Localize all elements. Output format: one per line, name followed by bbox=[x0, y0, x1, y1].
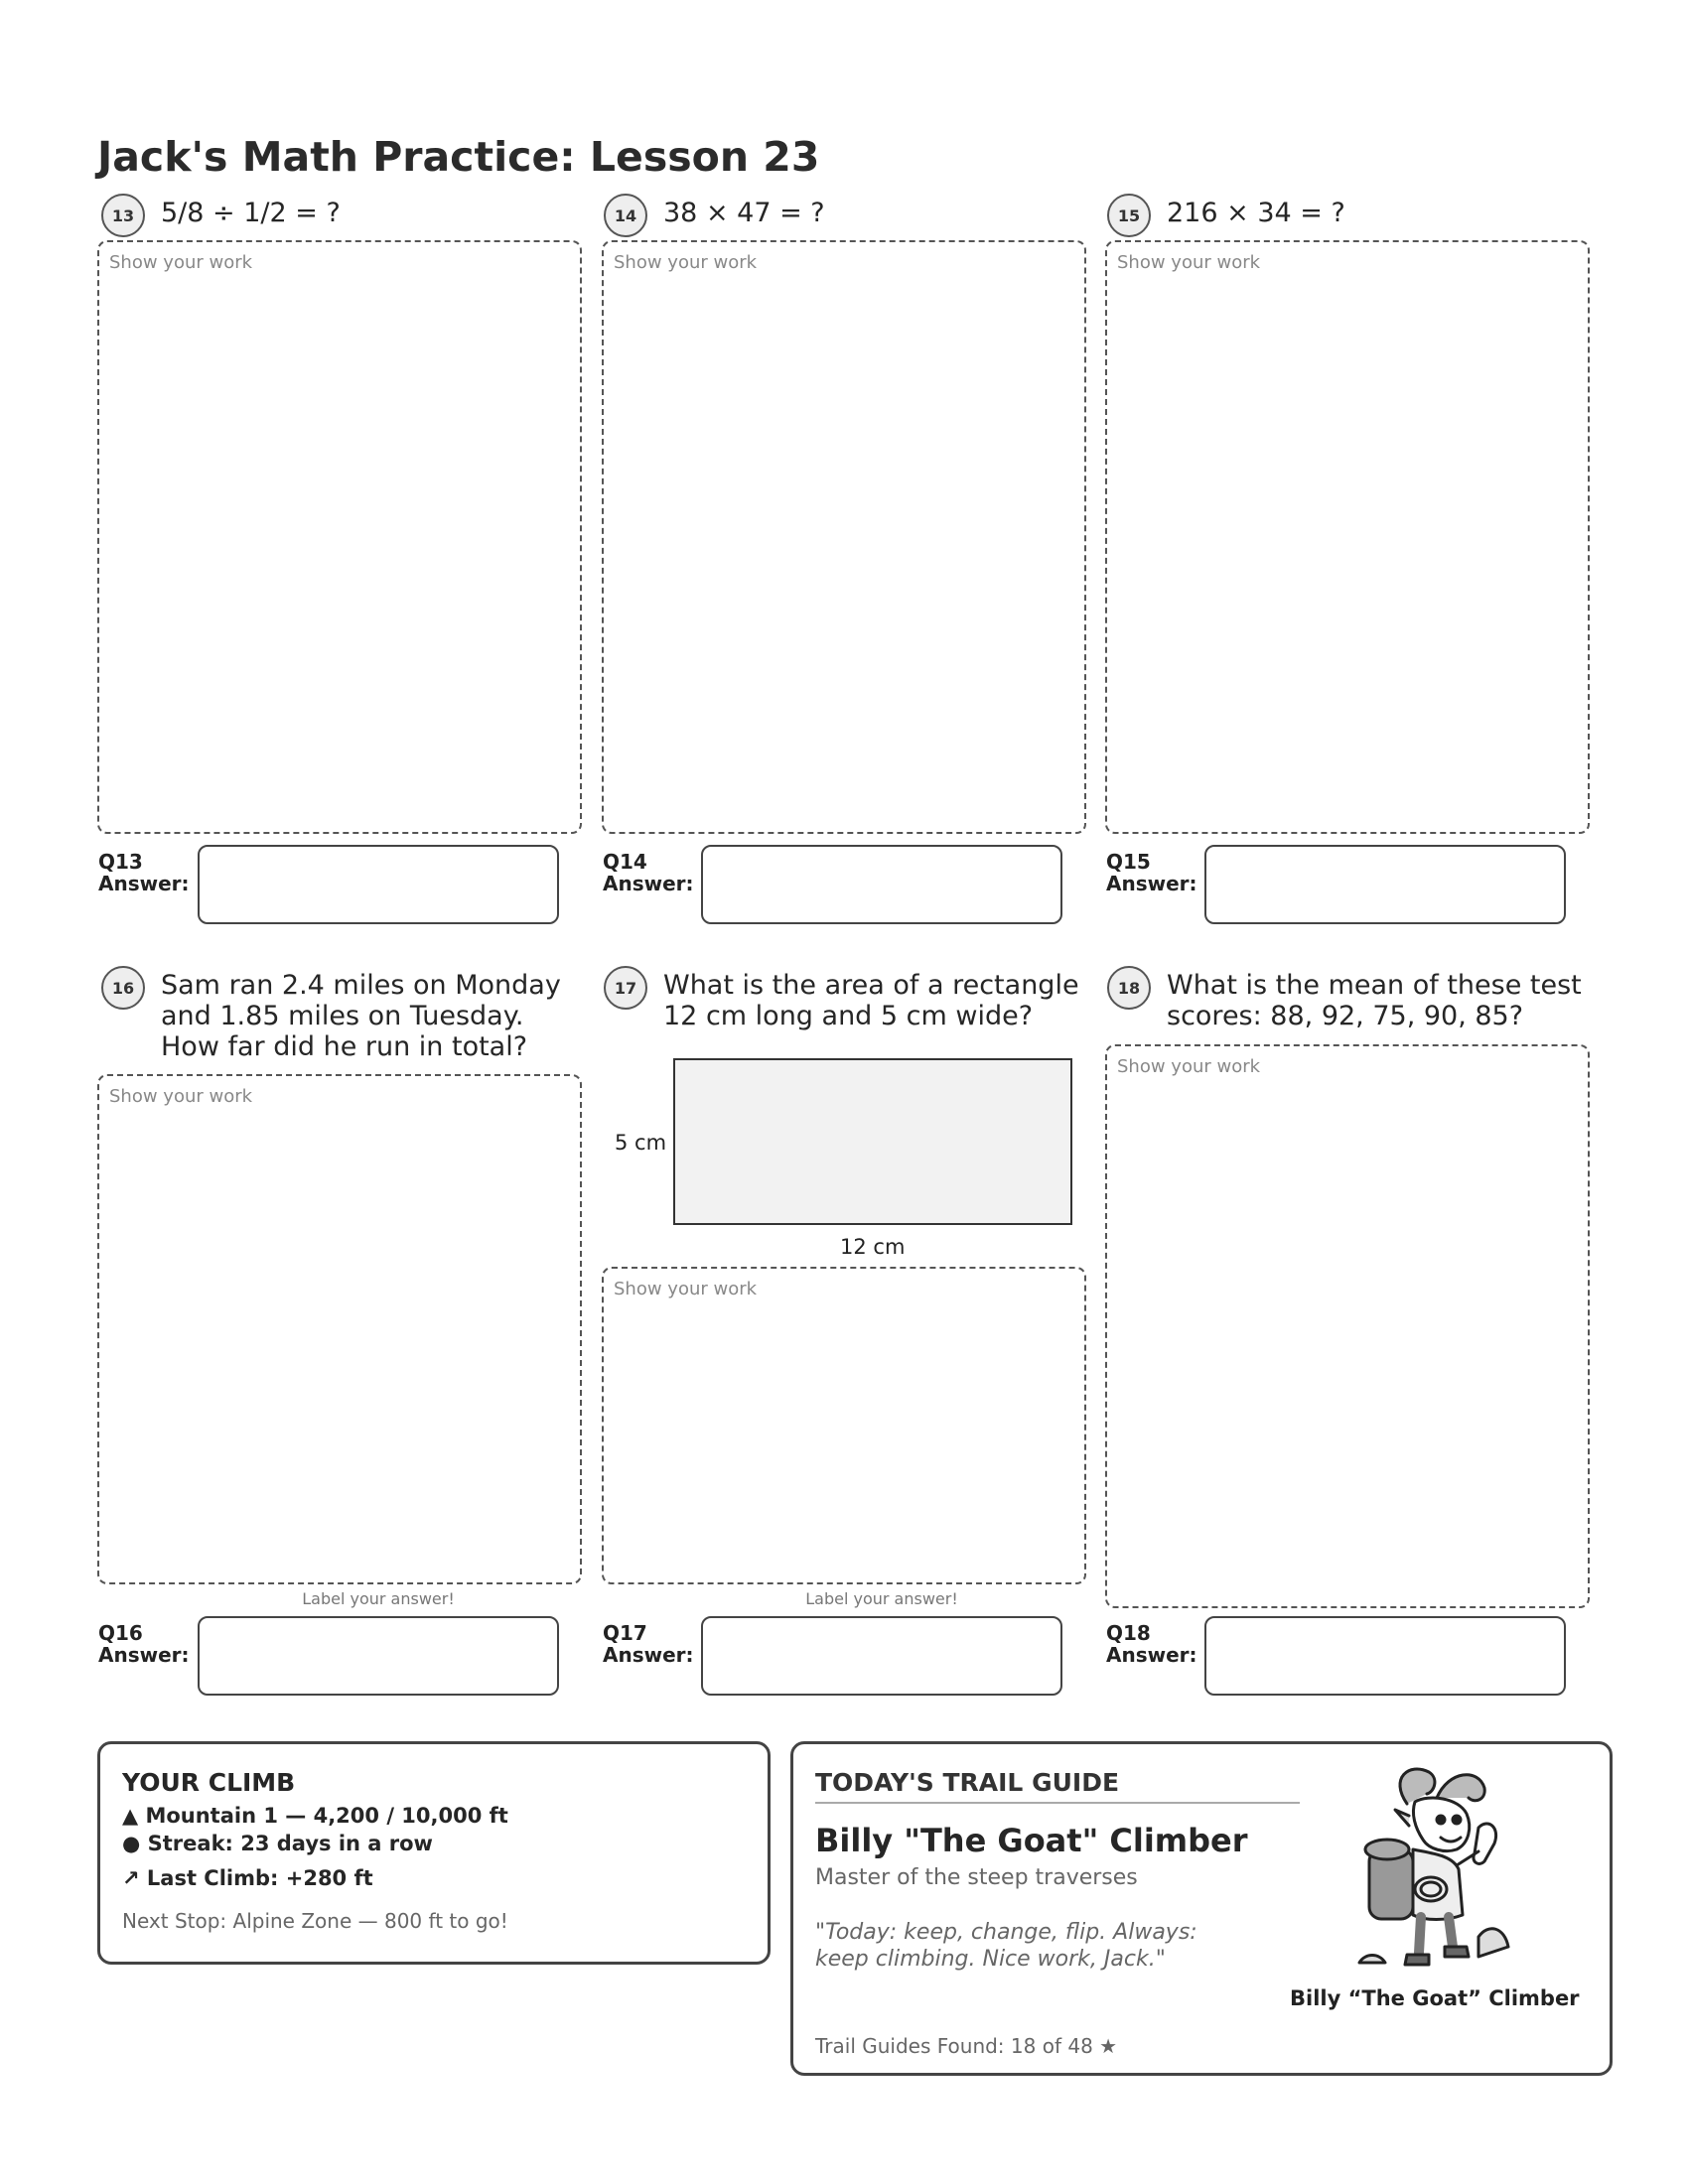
question-number-badge: 18 bbox=[1107, 966, 1151, 1010]
answer-label-text: Answer: bbox=[603, 872, 694, 895]
q15-work-area[interactable] bbox=[1105, 240, 1590, 834]
goat-caption: Billy “The Goat” Climber bbox=[1290, 1986, 1580, 2010]
answer-label-text: Answer: bbox=[98, 872, 190, 895]
q14-work-area[interactable] bbox=[602, 240, 1086, 834]
answer-label-qnum: Q16 bbox=[98, 1621, 143, 1645]
q18-answer-box[interactable] bbox=[1204, 1616, 1566, 1696]
q13-work-area[interactable] bbox=[97, 240, 582, 834]
question-16-text: Sam ran 2.4 miles on Monday and 1.85 miles on Tuesday. How far did he run in total? bbox=[161, 970, 561, 1062]
guide-found-count: Trail Guides Found: 18 of 48 ★ bbox=[815, 2034, 1118, 2058]
label-answer-hint: Label your answer! bbox=[805, 1589, 958, 1608]
q16-answer-label bbox=[98, 1622, 190, 1666]
q15-answer-label bbox=[1106, 851, 1197, 894]
answer-label-qnum: Q14 bbox=[603, 850, 647, 874]
answer-label-qnum: Q15 bbox=[1106, 850, 1151, 874]
q16-answer-box[interactable] bbox=[198, 1616, 559, 1696]
answer-label-text: Answer: bbox=[1106, 872, 1197, 895]
goat-climber-illustration bbox=[1330, 1758, 1518, 1982]
climb-next-stop: Next Stop: Alpine Zone — 800 ft to go! bbox=[122, 1909, 508, 1933]
question-13-text: 5/8 ÷ 1/2 = ? bbox=[161, 198, 341, 228]
q14-answer-box[interactable] bbox=[701, 845, 1062, 924]
answer-label-text: Answer: bbox=[603, 1643, 694, 1667]
question-14-text: 38 × 47 = ? bbox=[663, 198, 825, 228]
q17-answer-label bbox=[603, 1622, 694, 1666]
work-hint: Show your work bbox=[614, 1279, 758, 1299]
question-13-header bbox=[101, 194, 568, 237]
q17-work-area[interactable] bbox=[602, 1267, 1086, 1584]
q15-answer-box[interactable] bbox=[1204, 845, 1566, 924]
rectangle-width-label: 12 cm bbox=[840, 1235, 906, 1259]
question-number-badge: 15 bbox=[1107, 194, 1151, 237]
guide-title: TODAY'S TRAIL GUIDE bbox=[815, 1768, 1120, 1797]
climb-last-climb: ↗ Last Climb: +280 ft bbox=[122, 1866, 373, 1890]
q13-answer-box[interactable] bbox=[198, 845, 559, 924]
answer-label-qnum: Q13 bbox=[98, 850, 143, 874]
answer-label-qnum: Q17 bbox=[603, 1621, 647, 1645]
q17-answer-box[interactable] bbox=[701, 1616, 1062, 1696]
q14-answer-label bbox=[603, 851, 694, 894]
worksheet-title: Jack's Math Practice: Lesson 23 bbox=[97, 133, 820, 181]
guide-name: Billy "The Goat" Climber bbox=[815, 1822, 1248, 1859]
q18-answer-label bbox=[1106, 1622, 1197, 1666]
work-hint: Show your work bbox=[614, 252, 758, 273]
question-18-header bbox=[1107, 966, 1584, 1031]
question-15-text: 216 × 34 = ? bbox=[1167, 198, 1345, 228]
q18-work-area[interactable] bbox=[1105, 1044, 1590, 1608]
your-climb-panel bbox=[97, 1741, 771, 1965]
question-18-text: What is the mean of these test scores: 88, 92, 75, 90, 85? bbox=[1167, 970, 1582, 1031]
climb-streak: ● Streak: 23 days in a row bbox=[122, 1832, 433, 1855]
work-hint: Show your work bbox=[1117, 252, 1261, 273]
question-16-header bbox=[101, 966, 578, 1062]
guide-quote: "Today: keep, change, flip. Always: keep climbing. Nice work, Jack." bbox=[815, 1920, 1197, 1972]
label-answer-hint: Label your answer! bbox=[302, 1589, 455, 1608]
question-14-header bbox=[604, 194, 1070, 237]
guide-divider bbox=[815, 1802, 1300, 1804]
answer-label-qnum: Q18 bbox=[1106, 1621, 1151, 1645]
q13-answer-label bbox=[98, 851, 190, 894]
answer-label-text: Answer: bbox=[98, 1643, 190, 1667]
question-number-badge: 17 bbox=[604, 966, 647, 1010]
work-hint: Show your work bbox=[109, 1086, 253, 1107]
work-hint: Show your work bbox=[109, 252, 253, 273]
question-15-header bbox=[1107, 194, 1574, 237]
question-number-badge: 16 bbox=[101, 966, 145, 1010]
rectangle-height-label: 5 cm bbox=[615, 1131, 667, 1155]
climb-mountain-progress: ▲ Mountain 1 — 4,200 / 10,000 ft bbox=[122, 1804, 508, 1828]
question-17-text: What is the area of a rectangle 12 cm long and 5 cm wide? bbox=[663, 970, 1079, 1031]
climb-title: YOUR CLIMB bbox=[122, 1768, 296, 1797]
work-hint: Show your work bbox=[1117, 1056, 1261, 1077]
answer-label-text: Answer: bbox=[1106, 1643, 1197, 1667]
trail-guide-panel bbox=[790, 1741, 1613, 2076]
guide-role: Master of the steep traverses bbox=[815, 1865, 1138, 1890]
question-number-badge: 13 bbox=[101, 194, 145, 237]
q16-work-area[interactable] bbox=[97, 1074, 582, 1584]
question-number-badge: 14 bbox=[604, 194, 647, 237]
question-17-header bbox=[604, 966, 1080, 1031]
rectangle-diagram bbox=[673, 1058, 1072, 1225]
